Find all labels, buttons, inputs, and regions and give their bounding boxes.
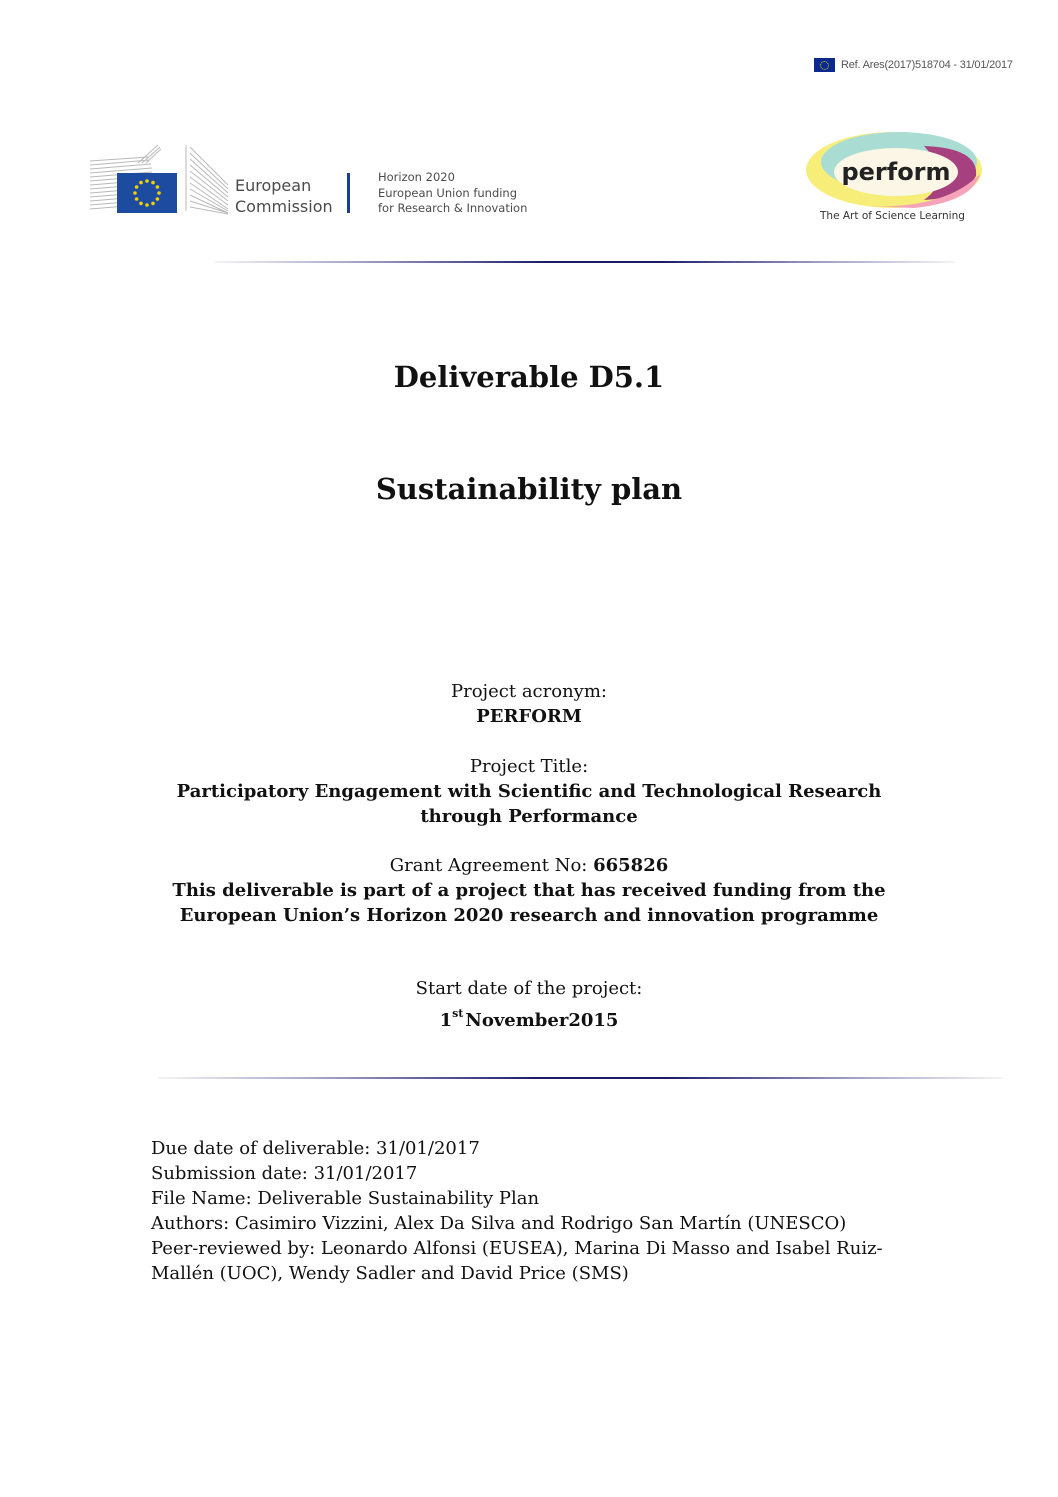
- perform-tagline: The Art of Science Learning: [820, 210, 965, 222]
- document-subtitle: Sustainability plan: [375, 472, 683, 506]
- project-title-label: Project Title:: [469, 756, 589, 777]
- eu-star-icon: [133, 191, 137, 195]
- funding-line1: This deliverable is part of a project that has received funding from the: [172, 880, 886, 901]
- programme-line1: Horizon 2020: [378, 170, 455, 184]
- start-date-label: Start date of the project:: [415, 978, 643, 999]
- grant-number: 665826: [593, 855, 669, 876]
- eu-star-icon: [151, 202, 155, 206]
- reviewers-line2: Mallén (UOC), Wendy Sadler and David Price (SMS): [151, 1263, 629, 1284]
- eu-star-icon: [145, 179, 149, 183]
- eu-star-icon: [157, 191, 161, 195]
- header-divider: [215, 261, 955, 263]
- eu-star-icon: [156, 197, 160, 201]
- eu-star-icon: [151, 181, 155, 185]
- project-title-line1: Participatory Engagement with Scientific and Technological Research: [176, 781, 882, 802]
- reference-stamp: [814, 58, 1013, 72]
- ec-name-line1: European: [235, 176, 312, 195]
- eu-flag-icon: [814, 58, 835, 72]
- reviewers-line1: Peer-reviewed by: Leonardo Alfonsi (EUSEA), Marina Di Masso and Isabel Ruiz-: [151, 1238, 883, 1259]
- file-name: File Name: Deliverable Sustainability Plan: [151, 1188, 540, 1209]
- funding-statement: [0, 878, 1058, 928]
- grant-label: Grant Agreement No:: [389, 855, 594, 876]
- eu-star-icon: [139, 181, 143, 185]
- submission-date: Submission date: 31/01/2017: [151, 1163, 418, 1184]
- programme-line2: European Union funding: [378, 185, 518, 200]
- start-day: 1: [439, 1010, 453, 1031]
- eu-star-icon: [135, 197, 139, 201]
- acronym-label: Project acronym:: [451, 681, 607, 702]
- eu-star-icon: [156, 185, 160, 189]
- start-date-value: [0, 1001, 1058, 1033]
- grant-agreement: [0, 853, 1058, 878]
- start-month-year: November2015: [465, 1010, 619, 1031]
- perform-ellipse-icon: [804, 128, 984, 210]
- project-title-value: [0, 779, 1058, 829]
- eu-star-icon: [135, 185, 139, 189]
- details-divider: [158, 1077, 1003, 1079]
- eu-flag-icon: [117, 173, 177, 213]
- eu-star-icon: [145, 203, 149, 207]
- eu-star-icon: [139, 202, 143, 206]
- ec-divider: [347, 173, 350, 213]
- authors: Authors: Casimiro Vizzini, Alex Da Silva and Rodrigo San Martín (UNESCO): [151, 1213, 847, 1234]
- horizon-2020-label: [378, 170, 527, 217]
- reference-text: Ref. Ares(2017)518704 - 31/01/2017: [841, 59, 1013, 71]
- ec-name: [235, 175, 333, 217]
- document-title: Deliverable D5.1: [393, 360, 665, 394]
- deliverable-details: [151, 1136, 911, 1286]
- funding-line2: European Union’s Horizon 2020 research and innovation programme: [179, 905, 879, 926]
- european-commission-logo: [88, 143, 548, 218]
- ec-name-line2: Commission: [235, 197, 333, 216]
- project-title-line2: through Performance: [420, 806, 638, 827]
- perform-wordmark: perform: [841, 158, 951, 186]
- perform-logo: [804, 128, 984, 228]
- due-date: Due date of deliverable: 31/01/2017: [151, 1138, 480, 1159]
- start-day-suffix: st: [452, 1007, 464, 1020]
- acronym-value: PERFORM: [476, 706, 582, 727]
- programme-line3: for Research & Innovation: [378, 201, 528, 215]
